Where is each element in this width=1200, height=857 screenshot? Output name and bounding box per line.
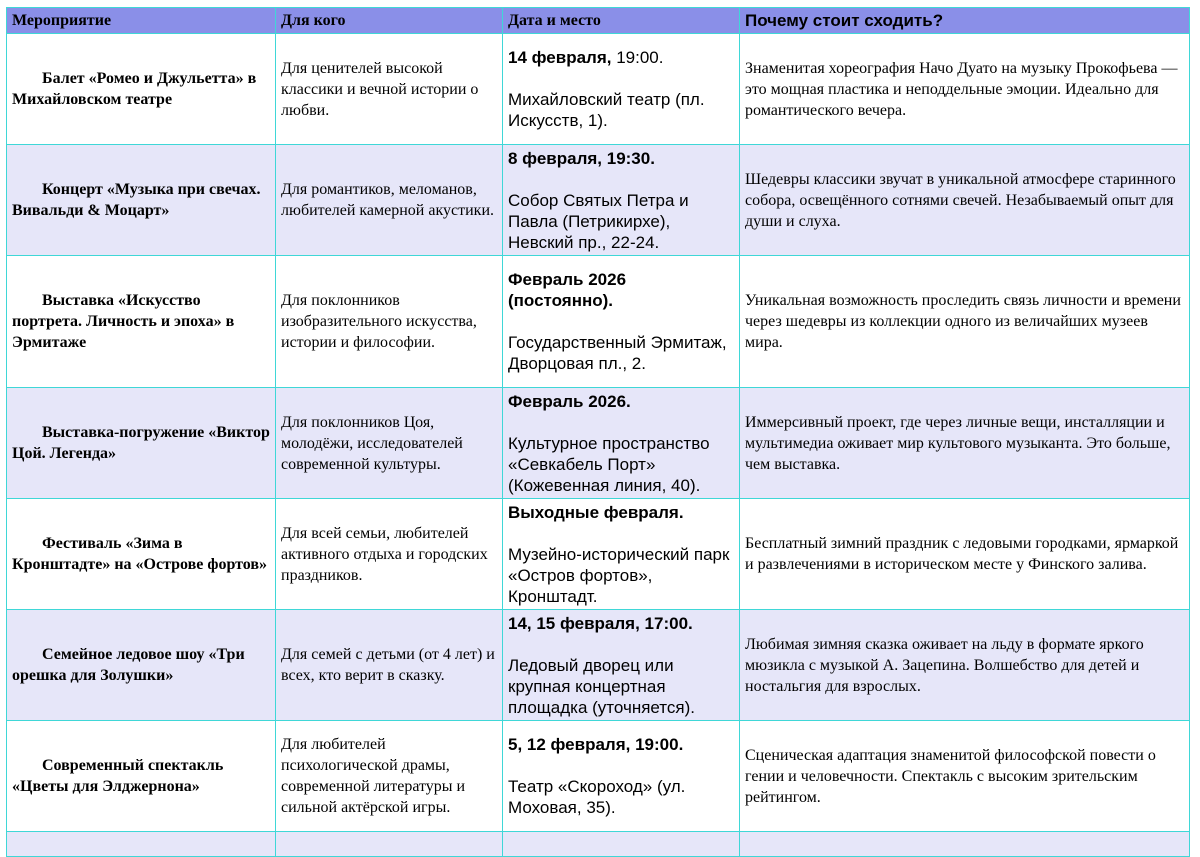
audience: Для семей с детьми (от 4 лет) и всех, кто верит в сказку. [276, 610, 503, 721]
header-row [7, 8, 1190, 34]
event-name: Выставка «Искусство портрета. Личность и эпоха» в Эрмитаже [7, 256, 276, 388]
event-place: Культурное пространство «Севкабель Порт» (Кожевенная линия, 40). [508, 433, 710, 495]
event-name: Выставка-погружение «Виктор Цой. Легенда» [7, 388, 276, 499]
event-place: Михайловский театр (пл. Искусств, 1). [508, 90, 705, 130]
event-name: Семейное ледовое шоу «Три орешка для Золушки» [7, 610, 276, 721]
reason: Иммерсивный проект, где через личные вещи, инсталляции и мультимедиа оживает мир культового музыканта. Это больше, чем выставка. [740, 388, 1190, 499]
audience: Для поклонников Цоя, молодёжи, исследователей современной культуры. [276, 388, 503, 499]
audience: Для поклонников изобразительного искусства, истории и философии. [276, 256, 503, 388]
column-header-event: Мероприятие [7, 8, 276, 34]
event-place: Государственный Эрмитаж, Дворцовая пл., 2. [508, 333, 727, 373]
date-place [503, 388, 740, 499]
events-table [6, 7, 1190, 857]
event-date: 8 февраля, 19:30. [508, 148, 655, 168]
event-place: Театр «Скороход» (ул. Моховая, 35). [508, 777, 686, 817]
event-date: 5, 12 февраля, 19:00. [508, 735, 684, 754]
date-place [503, 721, 740, 832]
event-date: 14 февраля, 19:00. [508, 48, 664, 67]
event-place: Ледовый дворец или крупная концертная площадка (уточняется). [508, 655, 695, 717]
table-row [7, 721, 1190, 832]
table-row [7, 145, 1190, 256]
table-row [7, 499, 1190, 610]
date-place [503, 610, 740, 721]
column-header-date: Дата и место [503, 8, 740, 34]
table-row [7, 256, 1190, 388]
event-place: Музейно-исторический парк «Остров фортов», Кронштадт. [508, 544, 730, 606]
reason: Любимая зимняя сказка оживает на льду в формате яркого мюзикла с музыкой А. Зацепина. Волшебство для детей и ностальгия для взрослых. [740, 610, 1190, 721]
table-row [7, 610, 1190, 721]
date-place [503, 145, 740, 256]
empty-cell [276, 832, 503, 857]
table-row [7, 34, 1190, 145]
reason: Бесплатный зимний праздник с ледовыми городками, ярмаркой и развлечениями в историческом месте у Финского залива. [740, 499, 1190, 610]
empty-table-row [7, 832, 1190, 857]
event-date: 14, 15 февраля, 17:00. [508, 613, 693, 633]
empty-cell [740, 832, 1190, 857]
audience: Для ценителей высокой классики и вечной истории о любви. [276, 34, 503, 145]
audience: Для романтиков, меломанов, любителей камерной акустики. [276, 145, 503, 256]
event-place: Собор Святых Петра и Павла (Петрикирхе), Невский пр., 22-24. [508, 190, 689, 252]
audience: Для любителей психологической драмы, современной литературы и сильной актёрской игры. [276, 721, 503, 832]
date-place [503, 499, 740, 610]
date-place [503, 34, 740, 145]
event-name: Современный спектакль «Цветы для Элджернона» [7, 721, 276, 832]
reason: Сценическая адаптация знаменитой философской повести о гении и человечности. Спектакль с высоким зрительским рейтингом. [740, 721, 1190, 832]
audience: Для всей семьи, любителей активного отдыха и городских праздников. [276, 499, 503, 610]
event-name: Балет «Ромео и Джульетта» в Михайловском театре [7, 34, 276, 145]
empty-cell [7, 832, 276, 857]
event-name: Концерт «Музыка при свечах. Вивальди & Моцарт» [7, 145, 276, 256]
reason: Шедевры классики звучат в уникальной атмосфере старинного собора, освещённого сотнями свечей. Незабываемый опыт для души и слуха. [740, 145, 1190, 256]
event-date: Февраль 2026. [508, 391, 631, 411]
event-name: Фестиваль «Зима в Кронштадте» на «Острове фортов» [7, 499, 276, 610]
event-date: Февраль 2026 (постоянно). [508, 270, 627, 310]
column-header-why: Почему стоит сходить? [740, 8, 1190, 34]
reason: Знаменитая хореография Начо Дуато на музыку Прокофьева — это мощная пластика и неподдельные эмоции. Идеально для романтического вечера. [740, 34, 1190, 145]
table-row [7, 388, 1190, 499]
column-header-who: Для кого [276, 8, 503, 34]
reason: Уникальная возможность проследить связь личности и времени через шедевры из коллекции одного из величайших музеев мира. [740, 256, 1190, 388]
date-place [503, 256, 740, 388]
event-date: Выходные февраля. [508, 502, 684, 522]
empty-cell [503, 832, 740, 857]
